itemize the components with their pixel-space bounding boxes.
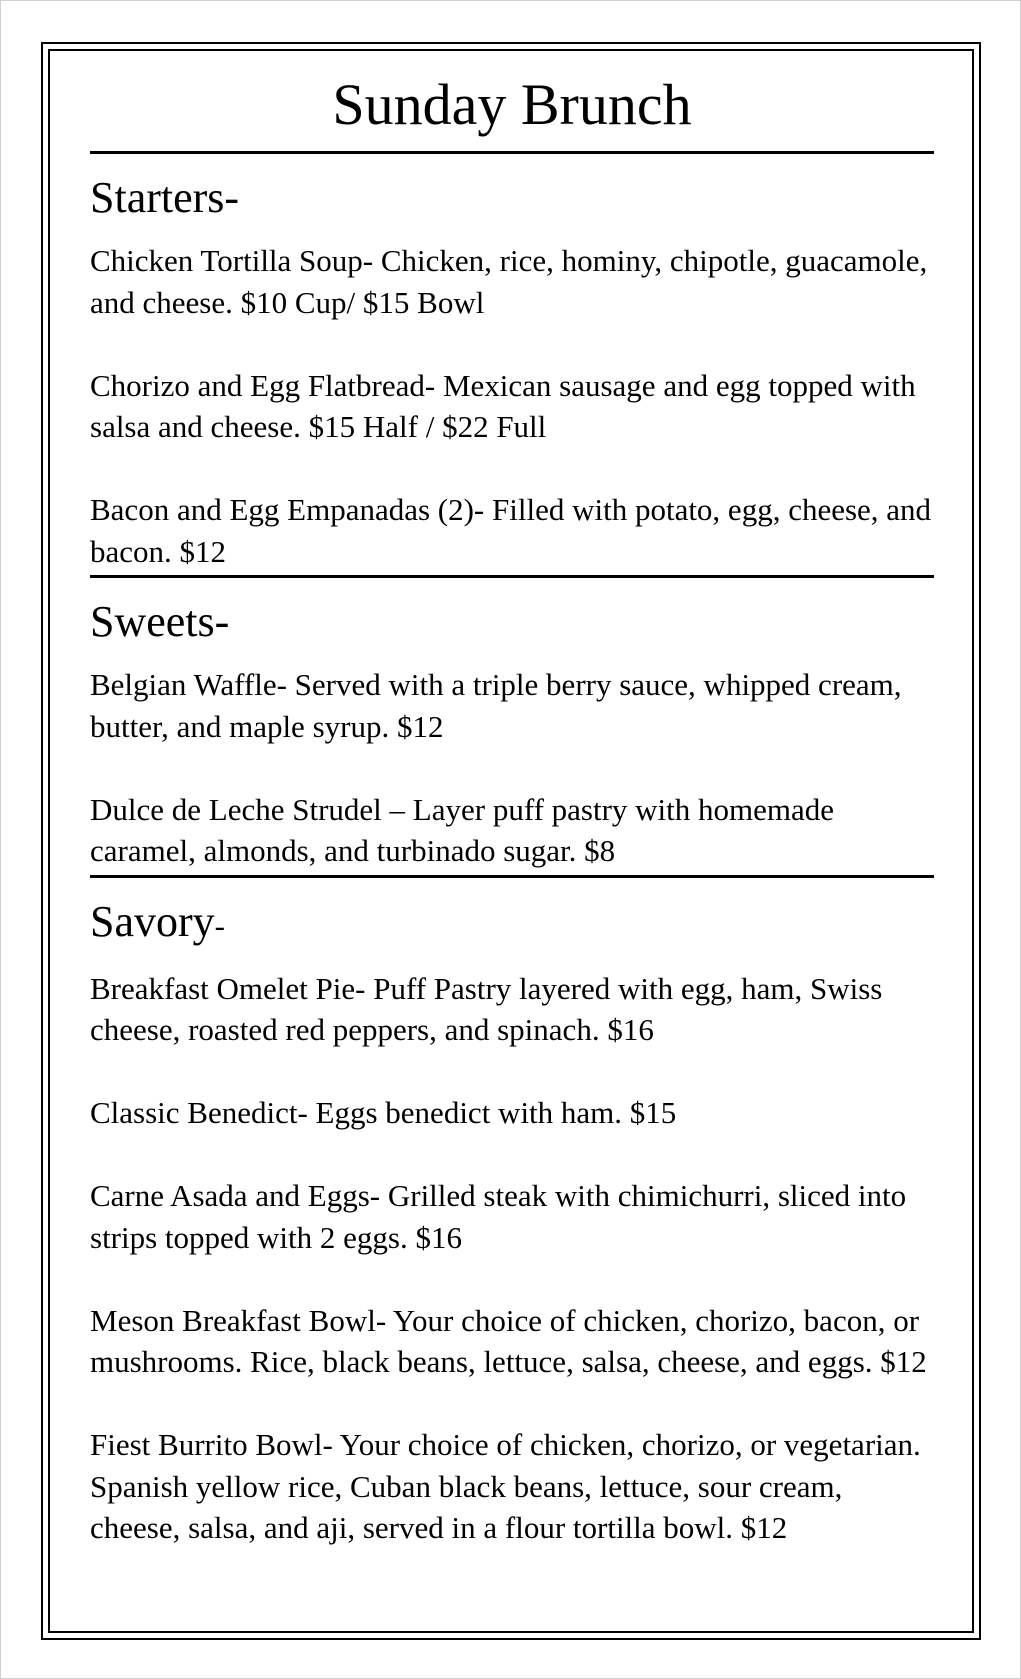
menu-item: Carne Asada and Eggs- Grilled steak with chimichurri, sliced into strips topped with 2 eggs. $16 bbox=[90, 1178, 907, 1255]
section-heading-text: Savory bbox=[90, 896, 215, 946]
section-savory bbox=[90, 896, 934, 1549]
menu-title: Sunday Brunch bbox=[332, 72, 692, 137]
menu-item: Fiest Burrito Bowl- Your choice of chicken, chorizo, or vegetarian. Spanish yellow rice, Cuban black beans, lettuce, sour cream, cheese, salsa, and aji, served in a flour tortilla bowl. $12 bbox=[90, 1427, 921, 1545]
menu-item: Chicken Tortilla Soup- Chicken, rice, hominy, chipotle, guacamole, and cheese. $10 Cup/ $15 Bowl bbox=[90, 243, 928, 320]
section-starters bbox=[90, 172, 934, 572]
menu-item: Breakfast Omelet Pie- Puff Pastry layered with egg, ham, Swiss cheese, roasted red peppers, and spinach. $16 bbox=[90, 970, 883, 1047]
menu-item-list bbox=[90, 664, 934, 872]
section-heading-dash: - bbox=[214, 907, 225, 943]
menu-item: Bacon and Egg Empanadas (2)- Filled with potato, egg, cheese, and bacon. $12 bbox=[90, 492, 932, 569]
section-heading bbox=[90, 896, 934, 952]
brunch-menu bbox=[90, 70, 934, 1549]
title-divider bbox=[90, 151, 934, 154]
section-heading: Starters- bbox=[90, 173, 240, 222]
menu-item: Meson Breakfast Bowl- Your choice of chicken, chorizo, bacon, or mushrooms. Rice, black beans, lettuce, salsa, cheese, and eggs. $12 bbox=[90, 1302, 927, 1379]
menu-item: Classic Benedict- Eggs benedict with ham. $15 bbox=[90, 1095, 677, 1130]
section-heading: Sweets- bbox=[90, 597, 230, 646]
menu-item: Chorizo and Egg Flatbread- Mexican sausage and egg topped with salsa and cheese. $15 Half / $22 Full bbox=[90, 367, 916, 444]
menu-item-list bbox=[90, 968, 934, 1549]
section-divider bbox=[90, 575, 934, 578]
section-divider bbox=[90, 875, 934, 878]
menu-item-list bbox=[90, 240, 934, 572]
section-sweets bbox=[90, 596, 934, 872]
menu-item: Dulce de Leche Strudel – Layer puff pastry with homemade caramel, almonds, and turbinado sugar. $8 bbox=[90, 791, 835, 868]
menu-item: Belgian Waffle- Served with a triple berry sauce, whipped cream, butter, and maple syrup. $12 bbox=[90, 667, 902, 744]
